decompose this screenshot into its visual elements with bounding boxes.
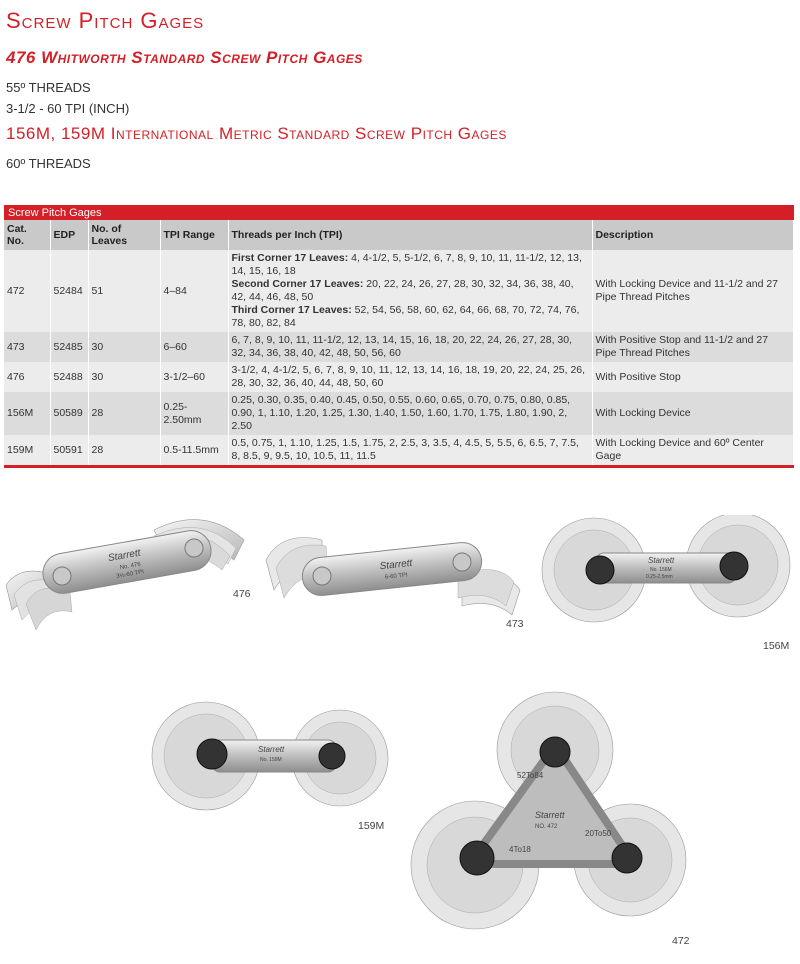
section-heading-476: 476 Whitworth Standard Screw Pitch Gages xyxy=(6,48,363,67)
brand-logo: Starrett xyxy=(535,810,565,820)
page-title: Screw Pitch Gages xyxy=(6,8,205,33)
cell-cat: 473 xyxy=(4,332,50,362)
table-row xyxy=(4,332,794,362)
cell-description: With Locking Device and 60º Center Gage xyxy=(592,435,794,465)
section-metric-thread-angle: 60º THREADS xyxy=(6,156,91,171)
cell-tpi-range: 0.25-2.50mm xyxy=(160,392,228,435)
cell-threads: 6, 7, 8, 9, 10, 11, 11-1/2, 12, 13, 14, 15, 16, 18, 20, 22, 24, 26, 27, 28, 30, 32, 34, 36, 38, 40, 42, 48, 50, 56, 60 xyxy=(228,332,592,362)
col-header-cat: Cat. No. xyxy=(4,220,50,250)
table-title: Screw Pitch Gages xyxy=(4,205,794,220)
corner-1-values: 4, 4-1/2, 5, 5-1/2, 6, 7, 8, 9, 10, 11, 11-1/2, 12, 13, 14, 15, 16, 18 xyxy=(231,252,582,277)
col-header-threads: Threads per Inch (TPI) xyxy=(228,220,592,250)
cell-threads: 0.25, 0.30, 0.35, 0.40, 0.45, 0.50, 0.55, 0.60, 0.65, 0.70, 0.75, 0.80, 0.85, 0.90, 1, 1.10, 1.20, 1.25, 1.30, 1.40, 1.50, 1.60, 1.70, 1.75, 1.80, 1.90, 2, 2.50 xyxy=(228,392,592,435)
cell-cat: 156M xyxy=(4,392,50,435)
lock-knob-icon xyxy=(319,743,345,769)
lock-knob-icon xyxy=(540,737,570,767)
table-row xyxy=(4,362,794,392)
gage-476-range: 3½-60 TPI xyxy=(115,569,145,581)
col-header-edp: EDP xyxy=(50,220,88,250)
rivet-icon xyxy=(453,553,471,571)
col-header-description: Description xyxy=(592,220,794,250)
rivet-icon xyxy=(53,567,71,585)
gage-472-range-left: 4To18 xyxy=(509,845,531,854)
gage-156m-photo xyxy=(538,515,796,645)
cell-threads xyxy=(228,250,592,332)
table-row xyxy=(4,250,794,332)
corner-2 xyxy=(232,278,589,304)
table-row xyxy=(4,435,794,465)
col-header-leaves: No. of Leaves xyxy=(88,220,160,250)
lock-knob-icon xyxy=(460,841,494,875)
gage-476-model: No. 476 xyxy=(119,561,142,572)
caption-156m: 156M xyxy=(763,640,790,652)
cell-tpi-range: 6–60 xyxy=(160,332,228,362)
cell-threads: 3-1/2, 4, 4-1/2, 5, 6, 7, 8, 9, 10, 11, 12, 13, 14, 16, 18, 19, 20, 22, 24, 25, 26, 28, 30, 32, 36, 40, 44, 48, 50, 60 xyxy=(228,362,592,392)
gage-473-range: 6-60 TPI xyxy=(384,572,408,581)
lock-knob-icon xyxy=(720,552,748,580)
cell-leaves: 28 xyxy=(88,392,160,435)
lock-knob-icon xyxy=(197,739,227,769)
col-header-tpi-range: TPI Range xyxy=(160,220,228,250)
rivet-icon xyxy=(313,567,331,585)
cell-description: With Locking Device and 11-1/2 and 27 Pipe Thread Pitches xyxy=(592,250,794,332)
cell-leaves: 51 xyxy=(88,250,160,332)
table-header-row xyxy=(4,220,794,250)
section-476-tpi-range: 3-1/2 - 60 TPI (INCH) xyxy=(6,101,130,116)
table-row xyxy=(4,392,794,435)
spec-table xyxy=(4,205,794,468)
cell-edp: 50591 xyxy=(50,435,88,465)
gage-159m-photo xyxy=(140,700,402,815)
cell-edp: 52485 xyxy=(50,332,88,362)
gage-472-photo xyxy=(405,690,695,945)
caption-472: 472 xyxy=(672,935,690,947)
brand-logo: Starrett xyxy=(107,547,142,565)
gage-472-range-right: 20To50 xyxy=(585,829,612,838)
cell-leaves: 30 xyxy=(88,332,160,362)
cell-edp: 50589 xyxy=(50,392,88,435)
brand-logo: Starrett xyxy=(648,556,675,565)
gage-476-photo xyxy=(4,500,254,640)
cell-edp: 52484 xyxy=(50,250,88,332)
brand-logo: Starrett xyxy=(379,557,413,573)
cell-cat: 472 xyxy=(4,250,50,332)
gage-156m-range: 0.25-2.5mm xyxy=(646,574,673,580)
gage-476-case xyxy=(40,528,214,597)
caption-159m: 159M xyxy=(358,820,385,832)
corner-1 xyxy=(232,252,589,278)
cell-description: With Locking Device xyxy=(592,392,794,435)
cell-description: With Positive Stop xyxy=(592,362,794,392)
cell-edp: 52488 xyxy=(50,362,88,392)
rivet-icon xyxy=(185,539,203,557)
gage-473-photo xyxy=(262,520,524,630)
section-476-thread-angle: 55º THREADS xyxy=(6,80,91,95)
lock-knob-icon xyxy=(612,843,642,873)
corner-3-label: Third Corner 17 Leaves: xyxy=(231,304,352,316)
caption-473: 473 xyxy=(506,618,524,630)
gage-159m-model: No. 159M xyxy=(260,757,282,763)
gage-472-model: NO. 472 xyxy=(535,824,558,830)
corner-3-values: 52, 54, 56, 58, 60, 62, 64, 66, 68, 70, 72, 74, 76, 78, 80, 82, 84 xyxy=(231,304,580,329)
section-heading-metric: 156M, 159M International Metric Standard Screw Pitch Gages xyxy=(6,124,507,143)
corner-2-label: Second Corner 17 Leaves: xyxy=(231,278,364,290)
lock-knob-icon xyxy=(586,556,614,584)
cell-tpi-range: 0.5-11.5mm xyxy=(160,435,228,465)
pitch-gage-table xyxy=(4,220,794,465)
gage-472-range-top: 52To84 xyxy=(517,771,544,780)
caption-476: 476 xyxy=(233,588,251,600)
cell-cat: 476 xyxy=(4,362,50,392)
cell-threads: 0.5, 0.75, 1, 1.10, 1.25, 1.5, 1.75, 2, 2.5, 3, 3.5, 4, 4.5, 5, 5.5, 6, 6.5, 7, 7.5, 8, 8.5, 9, 9.5, 10, 10.5, 11, 11.5 xyxy=(228,435,592,465)
corner-3 xyxy=(232,304,589,330)
cell-leaves: 30 xyxy=(88,362,160,392)
corner-2-values: 20, 22, 24, 26, 27, 28, 30, 32, 34, 36, 38, 40, 42, 44, 46, 48, 50 xyxy=(231,278,574,303)
gage-156m-model: No. 156M xyxy=(650,567,672,573)
cell-cat: 159M xyxy=(4,435,50,465)
brand-logo: Starrett xyxy=(258,745,285,754)
cell-description: With Positive Stop and 11-1/2 and 27 Pipe Thread Pitches xyxy=(592,332,794,362)
corner-1-label: First Corner 17 Leaves: xyxy=(231,252,349,264)
cell-leaves: 28 xyxy=(88,435,160,465)
cell-tpi-range: 3-1/2–60 xyxy=(160,362,228,392)
cell-tpi-range: 4–84 xyxy=(160,250,228,332)
